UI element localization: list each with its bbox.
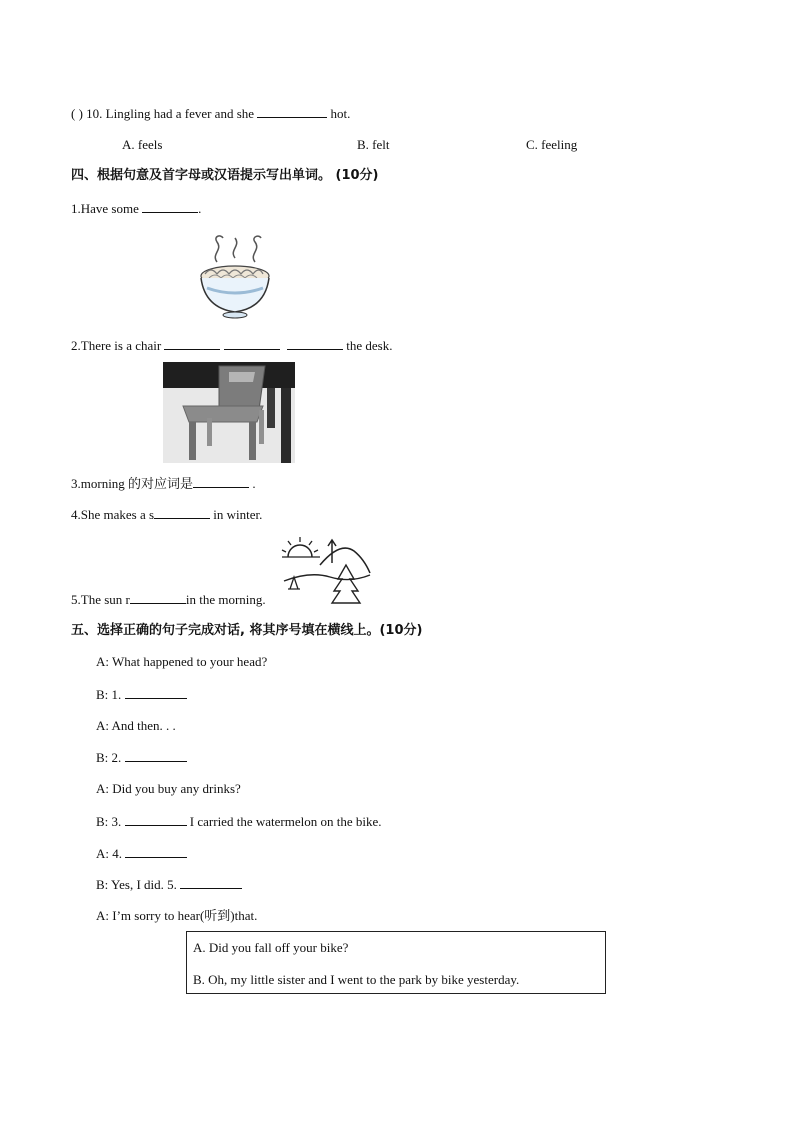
dialog-text-end: I carried the watermelon on the bike. xyxy=(189,814,382,829)
item-text: 3.morning 的对应词是 xyxy=(71,476,194,491)
option-a[interactable]: A. Did you fall off your bike? xyxy=(193,940,349,955)
dialog-speaker: A: 4. xyxy=(96,846,122,861)
answer-blank-1[interactable] xyxy=(164,337,220,350)
dialog-speaker: B: 2. xyxy=(96,750,122,765)
section-5-heading: 五、选择正确的句子完成对话, 将其序号填在横线上。(10分) xyxy=(71,623,423,638)
answer-blank-3[interactable] xyxy=(287,337,343,350)
dialog-line-2 xyxy=(96,686,187,703)
answer-blank-2[interactable] xyxy=(224,337,280,350)
answer-blank-3[interactable] xyxy=(125,813,187,826)
question-10 xyxy=(71,105,350,122)
dialog-line-4 xyxy=(96,749,187,766)
item-text: 5.The sun r xyxy=(71,592,130,607)
option-b[interactable]: B. felt xyxy=(357,137,390,152)
dialog-line-1: A: What happened to your head? xyxy=(96,654,268,669)
s4-item-3 xyxy=(71,475,256,492)
dialog-speaker: B: Yes, I did. 5. xyxy=(96,877,177,892)
answer-blank-5[interactable] xyxy=(180,876,242,889)
dialog-line-8 xyxy=(96,876,242,893)
item-text-end: . xyxy=(252,476,256,491)
item-text: 2.There is a chair xyxy=(71,338,162,353)
dialog-line-5: A: Did you buy any drinks? xyxy=(96,781,241,796)
item-text-end: in winter. xyxy=(213,507,263,522)
dialog-line-6 xyxy=(96,813,381,830)
s4-item-1 xyxy=(71,200,201,217)
item-text-end: in the morning. xyxy=(185,592,266,607)
answer-blank-4[interactable] xyxy=(125,845,187,858)
question-text-end: hot. xyxy=(330,106,351,121)
option-a[interactable]: A. feels xyxy=(122,137,163,152)
dialog-line-9: A: I’m sorry to hear(听到)that. xyxy=(96,908,258,923)
dialog-line-7 xyxy=(96,845,187,862)
option-c[interactable]: C. feeling xyxy=(526,137,578,152)
item-text-end: . xyxy=(198,201,202,216)
answer-blank-1[interactable] xyxy=(125,686,187,699)
item-text: 4.She makes a s xyxy=(71,507,155,522)
section-4-heading: 四、根据句意及首字母或汉语提示写出单词。 (10分) xyxy=(71,168,379,183)
answer-paren: ( ) xyxy=(71,106,83,121)
answer-blank[interactable] xyxy=(193,475,249,488)
dialog-line-3: A: And then. . . xyxy=(96,718,176,733)
dialog-speaker: B: 3. xyxy=(96,814,122,829)
answer-blank[interactable] xyxy=(257,105,327,118)
sunrise-image xyxy=(280,535,372,607)
item-text: 1.Have some xyxy=(71,201,139,216)
s4-item-5 xyxy=(71,591,266,608)
chair-under-desk-image xyxy=(163,362,295,463)
s4-item-4 xyxy=(71,506,262,523)
dialog-speaker: B: 1. xyxy=(96,687,122,702)
s4-item-2 xyxy=(71,337,392,354)
options-box xyxy=(186,931,606,994)
answer-blank-2[interactable] xyxy=(125,749,187,762)
answer-blank[interactable] xyxy=(154,506,210,519)
answer-blank[interactable] xyxy=(130,591,186,604)
item-text-end: the desk. xyxy=(346,338,393,353)
option-b[interactable]: B. Oh, my little sister and I went to the park by bike yesterday. xyxy=(193,972,520,987)
noodle-bowl-image xyxy=(195,232,275,320)
question-text: 10. Lingling had a fever and she xyxy=(86,106,255,121)
answer-blank[interactable] xyxy=(142,200,198,213)
